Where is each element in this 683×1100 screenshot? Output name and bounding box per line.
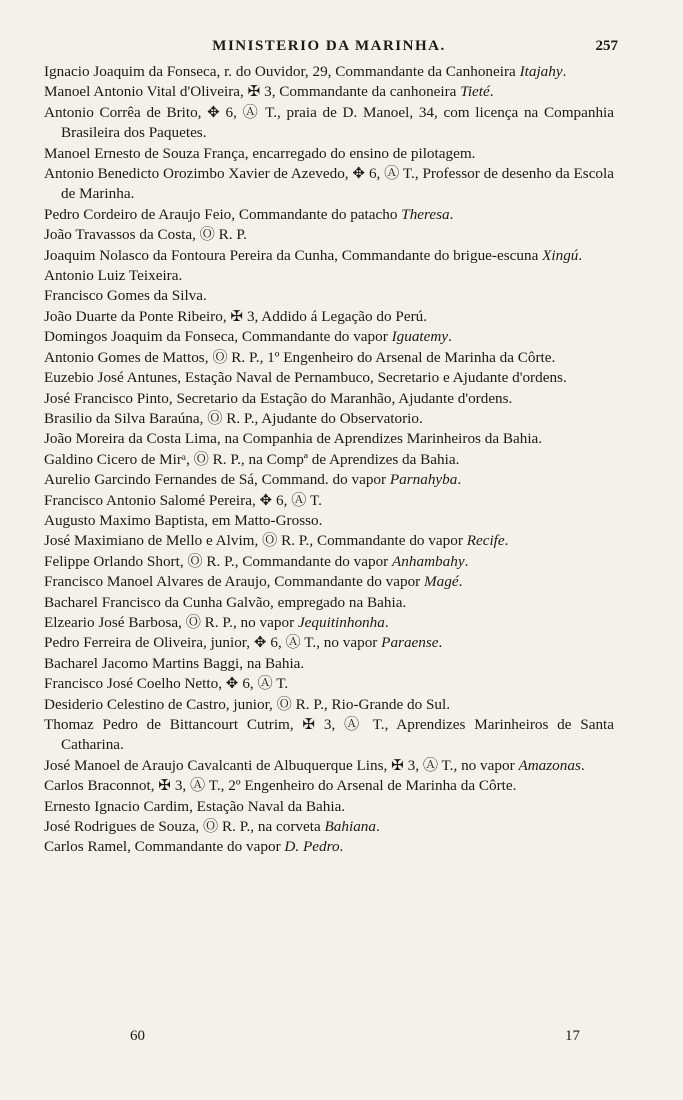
entry-tail: . bbox=[449, 205, 454, 223]
entry-text: Joaquim Nolasco da Fontoura Pereira da Cunha, Commandante do brigue-escuna bbox=[44, 246, 543, 264]
entry-text: Bacharel Francisco da Cunha Galvão, empregado na Bahia. bbox=[44, 593, 407, 611]
entry-tail: . bbox=[464, 552, 469, 570]
page-footer bbox=[130, 1028, 580, 1050]
entry-text: Domingos Joaquim da Fonseca, Commandante do vapor bbox=[44, 328, 392, 346]
entry-text: Antonio Luiz Teixeira. bbox=[44, 267, 183, 285]
entry-text: Euzebio José Antunes, Estação Naval de Pernambuco, Secretario e Ajudante d'ordens. bbox=[44, 369, 567, 387]
list-entry bbox=[44, 613, 614, 633]
list-entry bbox=[44, 654, 614, 674]
entry-text: Aurelio Garcindo Fernandes de Sá, Command. do vapor bbox=[44, 471, 390, 489]
list-entry bbox=[44, 491, 614, 511]
entry-tail: . bbox=[504, 532, 509, 550]
entry-text: Antonio Benedicto Orozimbo Xavier de Azevedo, ✥ 6, Ⓐ T., Professor de desenho da Escola de Marinha. bbox=[44, 165, 614, 203]
entry-vessel-name: Anhambahy bbox=[392, 552, 465, 570]
list-entry bbox=[44, 756, 614, 776]
list-entry bbox=[44, 103, 614, 144]
list-entry bbox=[44, 695, 614, 715]
list-entry bbox=[44, 246, 614, 266]
entry-tail: . bbox=[457, 471, 462, 489]
entry-text: Augusto Maximo Baptista, em Matto-Grosso. bbox=[44, 511, 323, 529]
list-entry bbox=[44, 572, 614, 592]
entry-tail: . bbox=[580, 756, 585, 774]
entry-tail: . bbox=[375, 818, 380, 836]
entry-text: José Maximiano de Mello e Alvim, Ⓞ R. P., Commandante do vapor bbox=[44, 532, 467, 550]
list-entry bbox=[44, 593, 614, 613]
list-entry bbox=[44, 511, 614, 531]
officer-list bbox=[44, 62, 614, 858]
list-entry bbox=[44, 409, 614, 429]
list-entry bbox=[44, 307, 614, 327]
list-entry bbox=[44, 225, 614, 245]
entry-vessel-name: Bahiana bbox=[324, 818, 376, 836]
entry-text: Antonio Gomes de Mattos, Ⓞ R. P., 1º Engenheiro do Arsenal de Marinha da Côrte. bbox=[44, 348, 556, 366]
list-entry bbox=[44, 450, 614, 470]
signature-mark-right: 17 bbox=[565, 1028, 580, 1044]
entry-text: Felippe Orlando Short, Ⓞ R. P., Commandante do vapor bbox=[44, 552, 393, 570]
entry-vessel-name: Tieté bbox=[460, 83, 490, 101]
entry-text: Desiderio Celestino de Castro, junior, Ⓞ R. P., Rio-Grande do Sul. bbox=[44, 695, 451, 713]
list-entry bbox=[44, 776, 614, 796]
entry-text: José Francisco Pinto, Secretario da Estação do Maranhão, Ajudante d'ordens. bbox=[44, 389, 513, 407]
list-entry bbox=[44, 817, 614, 837]
list-entry bbox=[44, 429, 614, 449]
entry-text: Pedro Cordeiro de Araujo Feio, Commandante do patacho bbox=[44, 205, 402, 223]
entry-text: José Manoel de Araujo Cavalcanti de Albuquerque Lins, ✠ 3, Ⓐ T., no vapor bbox=[44, 756, 519, 774]
running-title: MINISTERIO DA MARINHA. bbox=[212, 38, 446, 54]
entry-vessel-name: Theresa bbox=[401, 205, 450, 223]
entry-vessel-name: Amazonas bbox=[518, 756, 581, 774]
entry-vessel-name: Recife bbox=[466, 532, 505, 550]
entry-tail: . bbox=[448, 328, 452, 346]
entry-text: João Moreira da Costa Lima, na Companhia de Aprendizes Marinheiros da Bahia. bbox=[44, 430, 543, 448]
list-entry bbox=[44, 266, 614, 286]
entry-text: Pedro Ferreira de Oliveira, junior, ✥ 6, Ⓐ T., no vapor bbox=[44, 634, 382, 652]
entry-text: Ignacio Joaquim da Fonseca, r. do Ouvidor, 29, Commandante da Canhoneira bbox=[44, 63, 520, 80]
list-entry bbox=[44, 348, 614, 368]
entry-tail: . bbox=[458, 573, 463, 591]
list-entry bbox=[44, 837, 614, 857]
entry-vessel-name: Jequitinhonha bbox=[297, 613, 385, 631]
entry-tail: . bbox=[384, 613, 389, 631]
entry-text: Galdino Cicero de Mirᵃ, Ⓞ R. P., na Compª de Aprendizes da Bahia. bbox=[44, 450, 460, 468]
entry-text: Thomaz Pedro de Bittancourt Cutrim, ✠ 3, Ⓐ T., Aprendizes Marinheiros de Santa Catharina. bbox=[44, 716, 614, 754]
list-entry bbox=[44, 164, 614, 205]
entry-vessel-name: Itajahy bbox=[519, 63, 563, 80]
entry-vessel-name: Xingú bbox=[542, 246, 579, 264]
entry-text: Francisco Gomes da Silva. bbox=[44, 287, 207, 305]
list-entry bbox=[44, 368, 614, 388]
entry-text: João Travassos da Costa, Ⓞ R. P. bbox=[44, 226, 247, 244]
entry-text: Antonio Corrêa de Brito, ✥ 6, Ⓐ T., praia de D. Manoel, 34, com licença na Companhia Brasileira dos Paquetes. bbox=[44, 103, 614, 142]
list-entry bbox=[44, 389, 614, 409]
entry-text: Francisco Antonio Salomé Pereira, ✥ 6, Ⓐ T. bbox=[44, 491, 322, 509]
list-entry bbox=[44, 715, 614, 756]
entry-tail: . bbox=[438, 634, 443, 652]
entry-text: Brasilio da Silva Baraúna, Ⓞ R. P., Ajudante do Observatorio. bbox=[44, 409, 423, 427]
list-entry bbox=[44, 286, 614, 306]
entry-text: Ernesto Ignacio Cardim, Estação Naval da Bahia. bbox=[44, 797, 346, 815]
list-entry bbox=[44, 144, 614, 164]
list-entry bbox=[44, 552, 614, 572]
entry-vessel-name: Iguatemy bbox=[391, 328, 449, 346]
entry-text: Carlos Braconnot, ✠ 3, Ⓐ T., 2º Engenheiro do Arsenal de Marinha da Côrte. bbox=[44, 777, 517, 795]
entry-vessel-name: Paraense bbox=[381, 634, 439, 652]
entry-tail: . bbox=[489, 83, 494, 101]
list-entry bbox=[44, 205, 614, 225]
entry-text: Bacharel Jacomo Martins Baggi, na Bahia. bbox=[44, 654, 305, 672]
signature-mark-left: 60 bbox=[130, 1028, 145, 1044]
list-entry bbox=[44, 633, 614, 653]
entry-text: Carlos Ramel, Commandante do vapor bbox=[44, 838, 285, 856]
page-number: 257 bbox=[595, 38, 618, 54]
list-entry bbox=[44, 531, 614, 551]
list-entry bbox=[44, 470, 614, 490]
entry-tail: . bbox=[578, 246, 583, 264]
entry-text: Elzeario José Barbosa, Ⓞ R. P., no vapor bbox=[44, 613, 298, 631]
entry-text: Francisco Manoel Alvares de Araujo, Commandante do vapor bbox=[44, 573, 425, 591]
list-entry bbox=[44, 797, 614, 817]
entry-text: Manoel Ernesto de Souza França, encarregado do ensino de pilotagem. bbox=[44, 144, 476, 162]
list-entry bbox=[44, 82, 614, 102]
entry-vessel-name: D. Pedro bbox=[284, 838, 340, 856]
entry-vessel-name: Magé bbox=[424, 573, 459, 591]
page-header bbox=[40, 38, 618, 62]
list-entry bbox=[44, 62, 614, 82]
list-entry bbox=[44, 327, 614, 347]
entry-text: Manoel Antonio Vital d'Oliveira, ✠ 3, Commandante da canhoneira bbox=[44, 83, 461, 101]
entry-text: José Rodrigues de Souza, Ⓞ R. P., na corveta bbox=[44, 818, 325, 836]
entry-tail: . bbox=[339, 838, 344, 856]
entry-tail: . bbox=[562, 63, 567, 80]
entry-vessel-name: Parnahyba bbox=[389, 471, 458, 489]
entry-text: Francisco José Coelho Netto, ✥ 6, Ⓐ T. bbox=[44, 675, 289, 693]
list-entry bbox=[44, 674, 614, 694]
entry-text: João Duarte da Ponte Ribeiro, ✠ 3, Addido á Legação do Perú. bbox=[44, 307, 428, 325]
